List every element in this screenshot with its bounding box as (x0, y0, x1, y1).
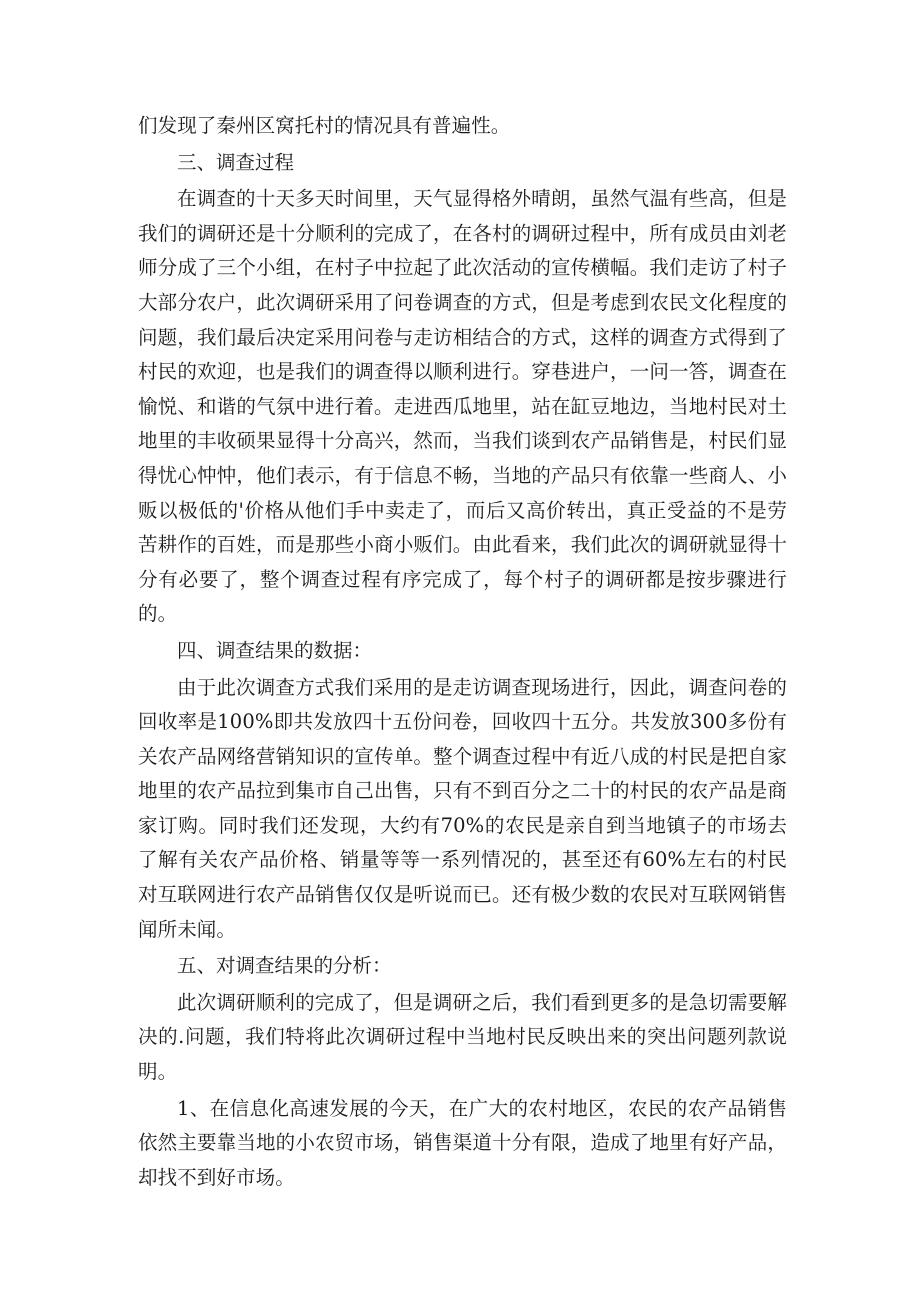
section-heading-process: 三、调查过程 (177, 150, 295, 174)
paragraph-analysis: 此次调研顺利的完成了，但是调研之后，我们看到更多的是急切需要解决的.问题，我们特将此次调研过程中当地村民反映出来的突出问题列款说明。 (138, 990, 787, 1084)
paragraph-continuation: 们发现了秦州区窝托村的情况具有普遍性。 (138, 114, 511, 137)
paragraph-process: 在调查的十天多天时间里，天气显得格外晴朗，虽然气温有些高，但是我们的调研还是十分顺利的完成了，在各村的调研过程中，所有成员由刘老师分成了三个小组，在村子中拉起了此次活动的宣传横幅。我们走访了村子大部分农户，此次调研采用了问卷调查的方式，但是考虑到农民文化程度的问题，我们最后决定采用问卷与走访相结合的方式，这样的调查方式得到了村民的欢迎，也是我们的调查得以顺利进行。穿巷进户，一问一答，调查在愉悦、和谐的气氛中进行着。走进西瓜地里，站在缸豆地边，当地村民对土地里的丰收硕果显得十分高兴，然而，当我们谈到农产品销售是，村民们显得忧心忡忡，他们表示，有于信息不畅，当地的产品只有依靠一些商人、小贩以极低的'价格从他们手中卖走了，而后又高价转出，真正受益的不是劳苦耕作的百姓，而是那些小商小贩们。由此看来，我们此次的调研就显得十分有必要了，整个调查过程有序完成了，每个村子的调研都是按步骤进行的。 (138, 187, 787, 626)
paragraph-point-1: 1、在信息化高速发展的今天，在广大的农村地区，农民的农产品销售依然主要靠当地的小农贸市场，销售渠道十分有限，造成了地里有好产品，却找不到好市场。 (138, 1096, 787, 1189)
section-heading-analysis: 五、对调查结果的分析： (177, 954, 392, 978)
paragraph-data: 由于此次调查方式我们采用的是走访调查现场进行，因此，调查问卷的回收率是100%即共发放四十五份问卷，回收四十五分。共发放300多份有关农产品网络营销知识的宣传单。整个调查过程中有近八成的村民是把自家地里的农产品拉到集市自己出售，只有不到百分之二十的村民的农产品是商家订购。同时我们还发现，大约有70%的农民是亲自到当地镇子的市场去了解有关农产品价格、销量等等一系列情况的，甚至还有60%左右的村民对互联网进行农产品销售仅仅是听说而已。还有极少数的农民对互联网销售闻所未闻。 (138, 675, 787, 941)
section-heading-data: 四、调查结果的数据： (177, 638, 373, 662)
